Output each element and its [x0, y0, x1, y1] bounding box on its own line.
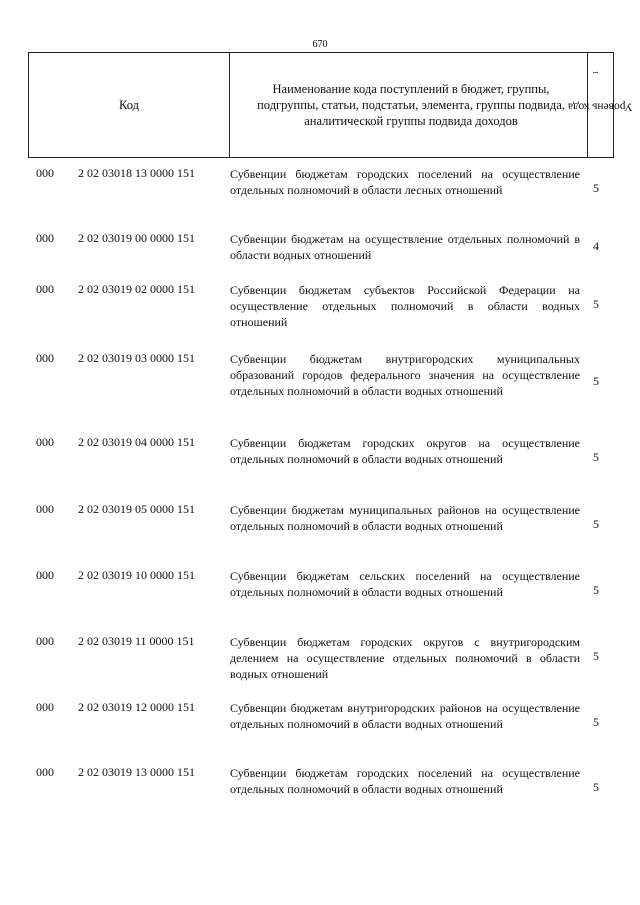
- row-prefix: 000: [36, 568, 54, 582]
- row-prefix: 000: [36, 282, 54, 296]
- row-name: Субвенции бюджетам субъектов Российской Федерации на осуществление отдельных полномочий в области водных отношений: [230, 283, 580, 329]
- row-prefix: 000: [36, 700, 54, 714]
- row-name: Субвенции бюджетам сельских поселений на осуществление отдельных полномочий в области водных отношений: [230, 569, 580, 599]
- row-level: 5: [593, 780, 599, 794]
- row-code: 2 02 03019 12 0000 151: [78, 700, 195, 714]
- table-row: [0, 494, 640, 560]
- row-code: 2 02 03019 02 0000 151: [78, 282, 195, 296]
- table-row: [0, 427, 640, 494]
- row-prefix: 000: [36, 351, 54, 365]
- row-name: Субвенции бюджетам муниципальных районов на осуществление отдельных полномочий в области водных отношений: [230, 503, 580, 533]
- table-row: [0, 692, 640, 757]
- page-number: 670: [312, 39, 328, 50]
- row-level: 5: [593, 450, 599, 464]
- row-name: Субвенции бюджетам на осуществление отдельных полномочий в области водных отношений: [230, 232, 580, 262]
- row-code: 2 02 03019 10 0000 151: [78, 568, 195, 582]
- header-name: Наименование кода поступлений в бюджет, группы, подгруппы, статьи, подстатьи, элемента, группы подвида, аналитической группы подвида доходов: [257, 82, 565, 128]
- header-level: [567, 53, 633, 157]
- table-row: [0, 274, 640, 343]
- table-row: [0, 158, 640, 223]
- row-name: Субвенции бюджетам городских округов с внутригородским делением на осуществление отдельных полномочий в области водных отношений: [230, 635, 580, 681]
- row-code: 2 02 03019 03 0000 151: [78, 351, 195, 365]
- row-prefix: 000: [36, 231, 54, 245]
- table-row: [0, 626, 640, 692]
- row-level: 5: [593, 517, 599, 531]
- row-prefix: 000: [36, 765, 54, 779]
- table-row: [0, 757, 640, 822]
- row-level: 5: [593, 649, 599, 663]
- row-name: Субвенции бюджетам городских округов на осуществление отдельных полномочий в области водных отношений: [230, 436, 580, 466]
- row-level: 5: [593, 297, 599, 311]
- row-code: 2 02 03019 05 0000 151: [78, 502, 195, 516]
- table-header: [28, 52, 633, 158]
- row-code: 2 02 03019 00 0000 151: [78, 231, 195, 245]
- row-name: Субвенции бюджетам городских поселений на осуществление отдельных полномочий в области водных отношений: [230, 766, 580, 796]
- table-body: [0, 158, 640, 822]
- row-name: Субвенции бюджетам внутригородских районов на осуществление отдельных полномочий в области водных отношений: [230, 701, 580, 731]
- row-name: Субвенции бюджетам внутригородских муниципальных образований городов федерального значения на осуществление отдельных полномочий в области водных отношений: [230, 352, 580, 398]
- table-row: [0, 560, 640, 626]
- header-level-label: Уровень кода: [567, 100, 633, 113]
- header-level-footnote: 1: [592, 70, 601, 75]
- row-level: 5: [593, 374, 599, 388]
- row-level: 5: [593, 715, 599, 729]
- row-code: 2 02 03019 11 0000 151: [78, 634, 195, 648]
- table-row: [0, 343, 640, 427]
- row-name: Субвенции бюджетам городских поселений на осуществление отдельных полномочий в области лесных отношений: [230, 167, 580, 197]
- row-code: 2 02 03019 13 0000 151: [78, 765, 195, 779]
- row-code: 2 02 03018 13 0000 151: [78, 166, 195, 180]
- row-level: 4: [593, 239, 599, 253]
- row-level: 5: [593, 583, 599, 597]
- row-code: 2 02 03019 04 0000 151: [78, 435, 195, 449]
- row-level: 5: [593, 181, 599, 195]
- table-row: [0, 223, 640, 274]
- row-prefix: 000: [36, 502, 54, 516]
- row-prefix: 000: [36, 634, 54, 648]
- row-prefix: 000: [36, 166, 54, 180]
- row-prefix: 000: [36, 435, 54, 449]
- header-code: Код: [119, 97, 139, 112]
